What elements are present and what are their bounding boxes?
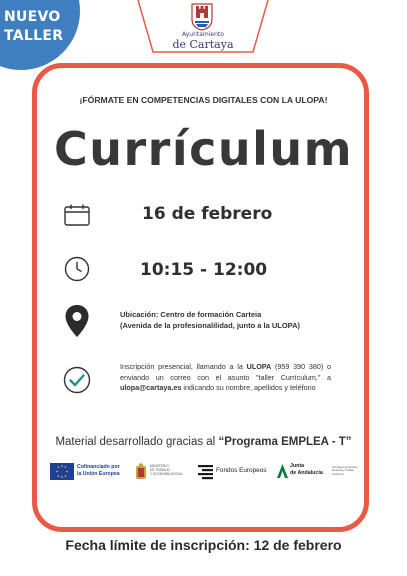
gobierno-line2: DE TRABAJO (150, 468, 170, 473)
eu-line2: la Unión Europea (77, 471, 120, 477)
material-prefix: Material desarrollado gracias al (55, 436, 219, 448)
junta-line1: Junta (290, 463, 305, 469)
fondos-europeos-text: Fondos Europeos (216, 467, 267, 474)
gobierno-logo (134, 460, 196, 484)
material-credit (0, 436, 407, 448)
check-circle-icon (63, 366, 91, 394)
eu-line1: Cofinanciado por (77, 464, 120, 470)
fondos-europeos-icon (198, 464, 213, 480)
event-date: 16 de febrero (142, 204, 273, 224)
material-program: “Programa EMPLEA - T” (218, 436, 352, 448)
inscription-text (120, 362, 331, 394)
eu-flag-icon (50, 463, 74, 480)
fondos-europeos-logo (198, 460, 276, 484)
junta-andalucia-icon (276, 463, 289, 479)
subtitle: ¡FÓRMATE EN COMPETENCIAS DIGITALES CON LA ULOPA! (79, 95, 328, 105)
location-pin-icon (64, 304, 90, 338)
event-time: 10:15 - 12:00 (140, 260, 268, 280)
badge-line1: NUEVO (4, 9, 61, 25)
new-workshop-badge (0, 0, 80, 70)
location-line1: Ubicación: Centro de formación Carteia (120, 310, 262, 319)
header-logo (137, 0, 269, 56)
location-text (120, 310, 360, 331)
clock-icon (64, 256, 90, 282)
gobierno-line3: Y ECONOMÍA SOCIAL (150, 472, 183, 477)
spanish-crest-icon (134, 463, 148, 481)
sponsor-logos (50, 460, 360, 484)
registration-deadline: Fecha límite de inscripción: 12 de febrero (65, 537, 342, 553)
junta-consejeria: Consejería de Empleo, Empresa y Trabajo Autónomo (332, 466, 359, 476)
junta-text (290, 463, 330, 477)
gobierno-text (150, 464, 195, 477)
junta-andalucia-logo (276, 460, 368, 484)
inscription-email: ulopa@cartaya.es (120, 383, 182, 393)
badge-text (4, 8, 74, 46)
logo-ayuntamiento: Ayuntamiento (182, 31, 224, 38)
inscription-ulopa: ULOPA (246, 362, 272, 371)
logo-de-cartaya: de Cartaya (172, 38, 234, 51)
page-title: Currículum (53, 122, 354, 176)
calendar-icon (64, 204, 90, 226)
inscription-part2: (959 390 380) o enviando un correo con el asunto "taller Currículum," a (120, 362, 332, 382)
eu-logo (50, 460, 132, 484)
inscription-part1: Inscripción presencial, llamando a la (120, 362, 247, 371)
junta-line2: de Andalucía (290, 470, 323, 476)
inscription-part3: indicando su nombre, apellidos y teléfono (181, 383, 316, 393)
gobierno-line1: MINISTERIO (150, 464, 169, 468)
eu-text (77, 464, 129, 478)
location-line2: (Avenida de la profesionalilidad, junto a la ULOPA) (120, 320, 301, 330)
castle-crest-icon (189, 1, 215, 31)
badge-line2: TALLER (4, 28, 64, 44)
